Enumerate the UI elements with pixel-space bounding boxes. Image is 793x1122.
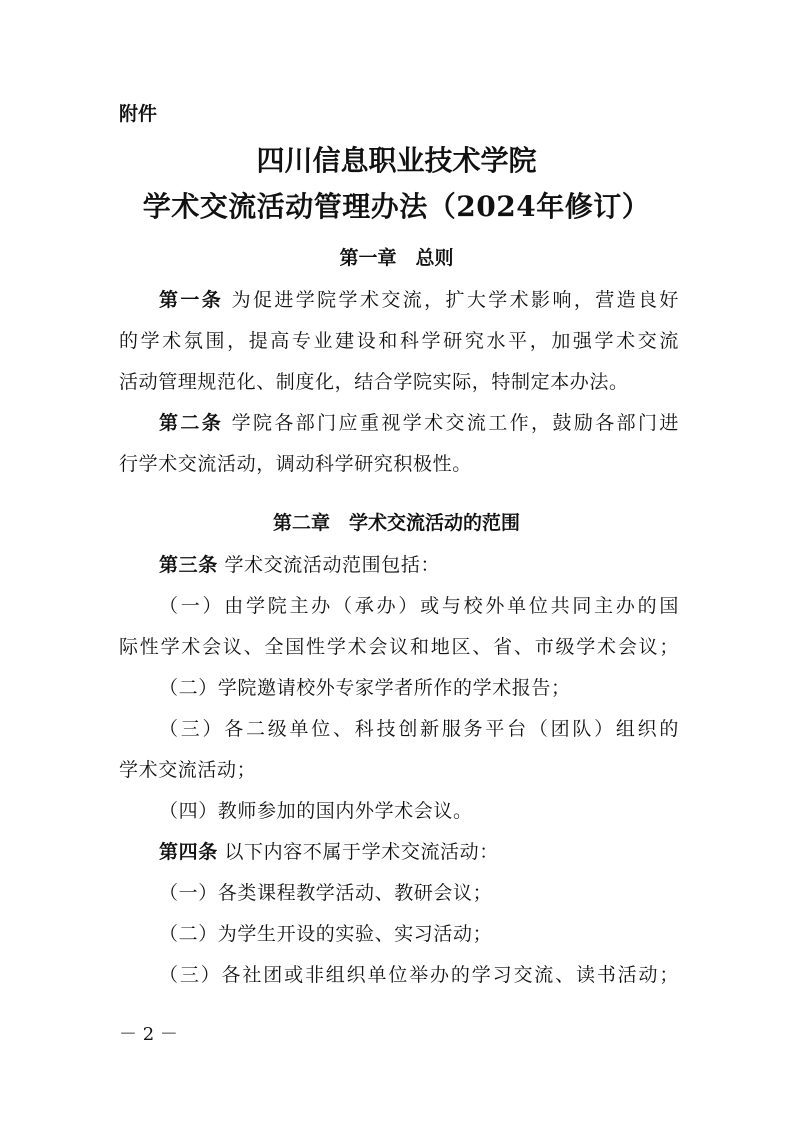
article3-item4: （四）教师参加的国内外学术会议。 [159,800,473,822]
article3-item2: （二）学院邀请校外专家学者所作的学术报告； [159,677,571,699]
chapter1-heading: 第一章 总则 [339,247,454,269]
article4-label: 第四条 [159,841,218,863]
article4-item3: （三）各社团或非组织单位举办的学习交流、读书活动； [159,964,679,986]
article3-item3-line1: （三）各二级单位、科技创新服务平台（团队）组织的 [159,718,679,740]
article4-item1: （一）各类课程教学活动、教研会议； [159,882,493,904]
article3-item3-line2: 学术交流活动； [119,759,257,781]
article4-paragraph-line1 [159,838,719,866]
document-title-line1: 四川信息职业技术学院 [256,144,537,177]
article3-intro: 学术交流活动范围包括： [224,554,441,576]
article1-text-line1: 为促进学院学术交流，扩大学术影响，营造良好 [231,289,679,311]
chapter2-heading: 第二章 学术交流活动的范围 [272,512,520,534]
page-number: － 2 － [119,1024,178,1045]
article2-label: 第二条 [159,412,224,434]
article2-text-line1: 学院各部门应重视学术交流工作，鼓励各部门进 [231,412,679,434]
document-title-line2: 学术交流活动管理办法（2024年修订） [142,190,651,223]
article3-paragraph-line1 [159,551,719,579]
article1-label: 第一条 [159,289,224,311]
article2-paragraph-line1 [159,409,679,437]
article3-item1-line2: 际性学术会议、全国性学术会议和地区、省、市级学术会议； [119,636,679,658]
article1-text-line3: 活动管理规范化、制度化，结合学院实际，特制定本办法。 [119,371,629,393]
annex-label: 附件 [119,103,158,125]
article1-paragraph-line1 [159,286,679,314]
article1-text-line2: 的学术氛围，提高专业建设和科学研究水平，加强学术交流 [119,330,679,352]
article3-item1-line1: （一）由学院主办（承办）或与校外单位共同主办的国 [159,595,679,617]
article4-intro: 以下内容不属于学术交流活动： [224,841,499,863]
article3-label: 第三条 [159,554,218,576]
article4-item2: （二）为学生开设的实验、实习活动； [159,923,493,945]
article2-text-line2: 行学术交流活动，调动科学研究积极性。 [119,453,472,475]
